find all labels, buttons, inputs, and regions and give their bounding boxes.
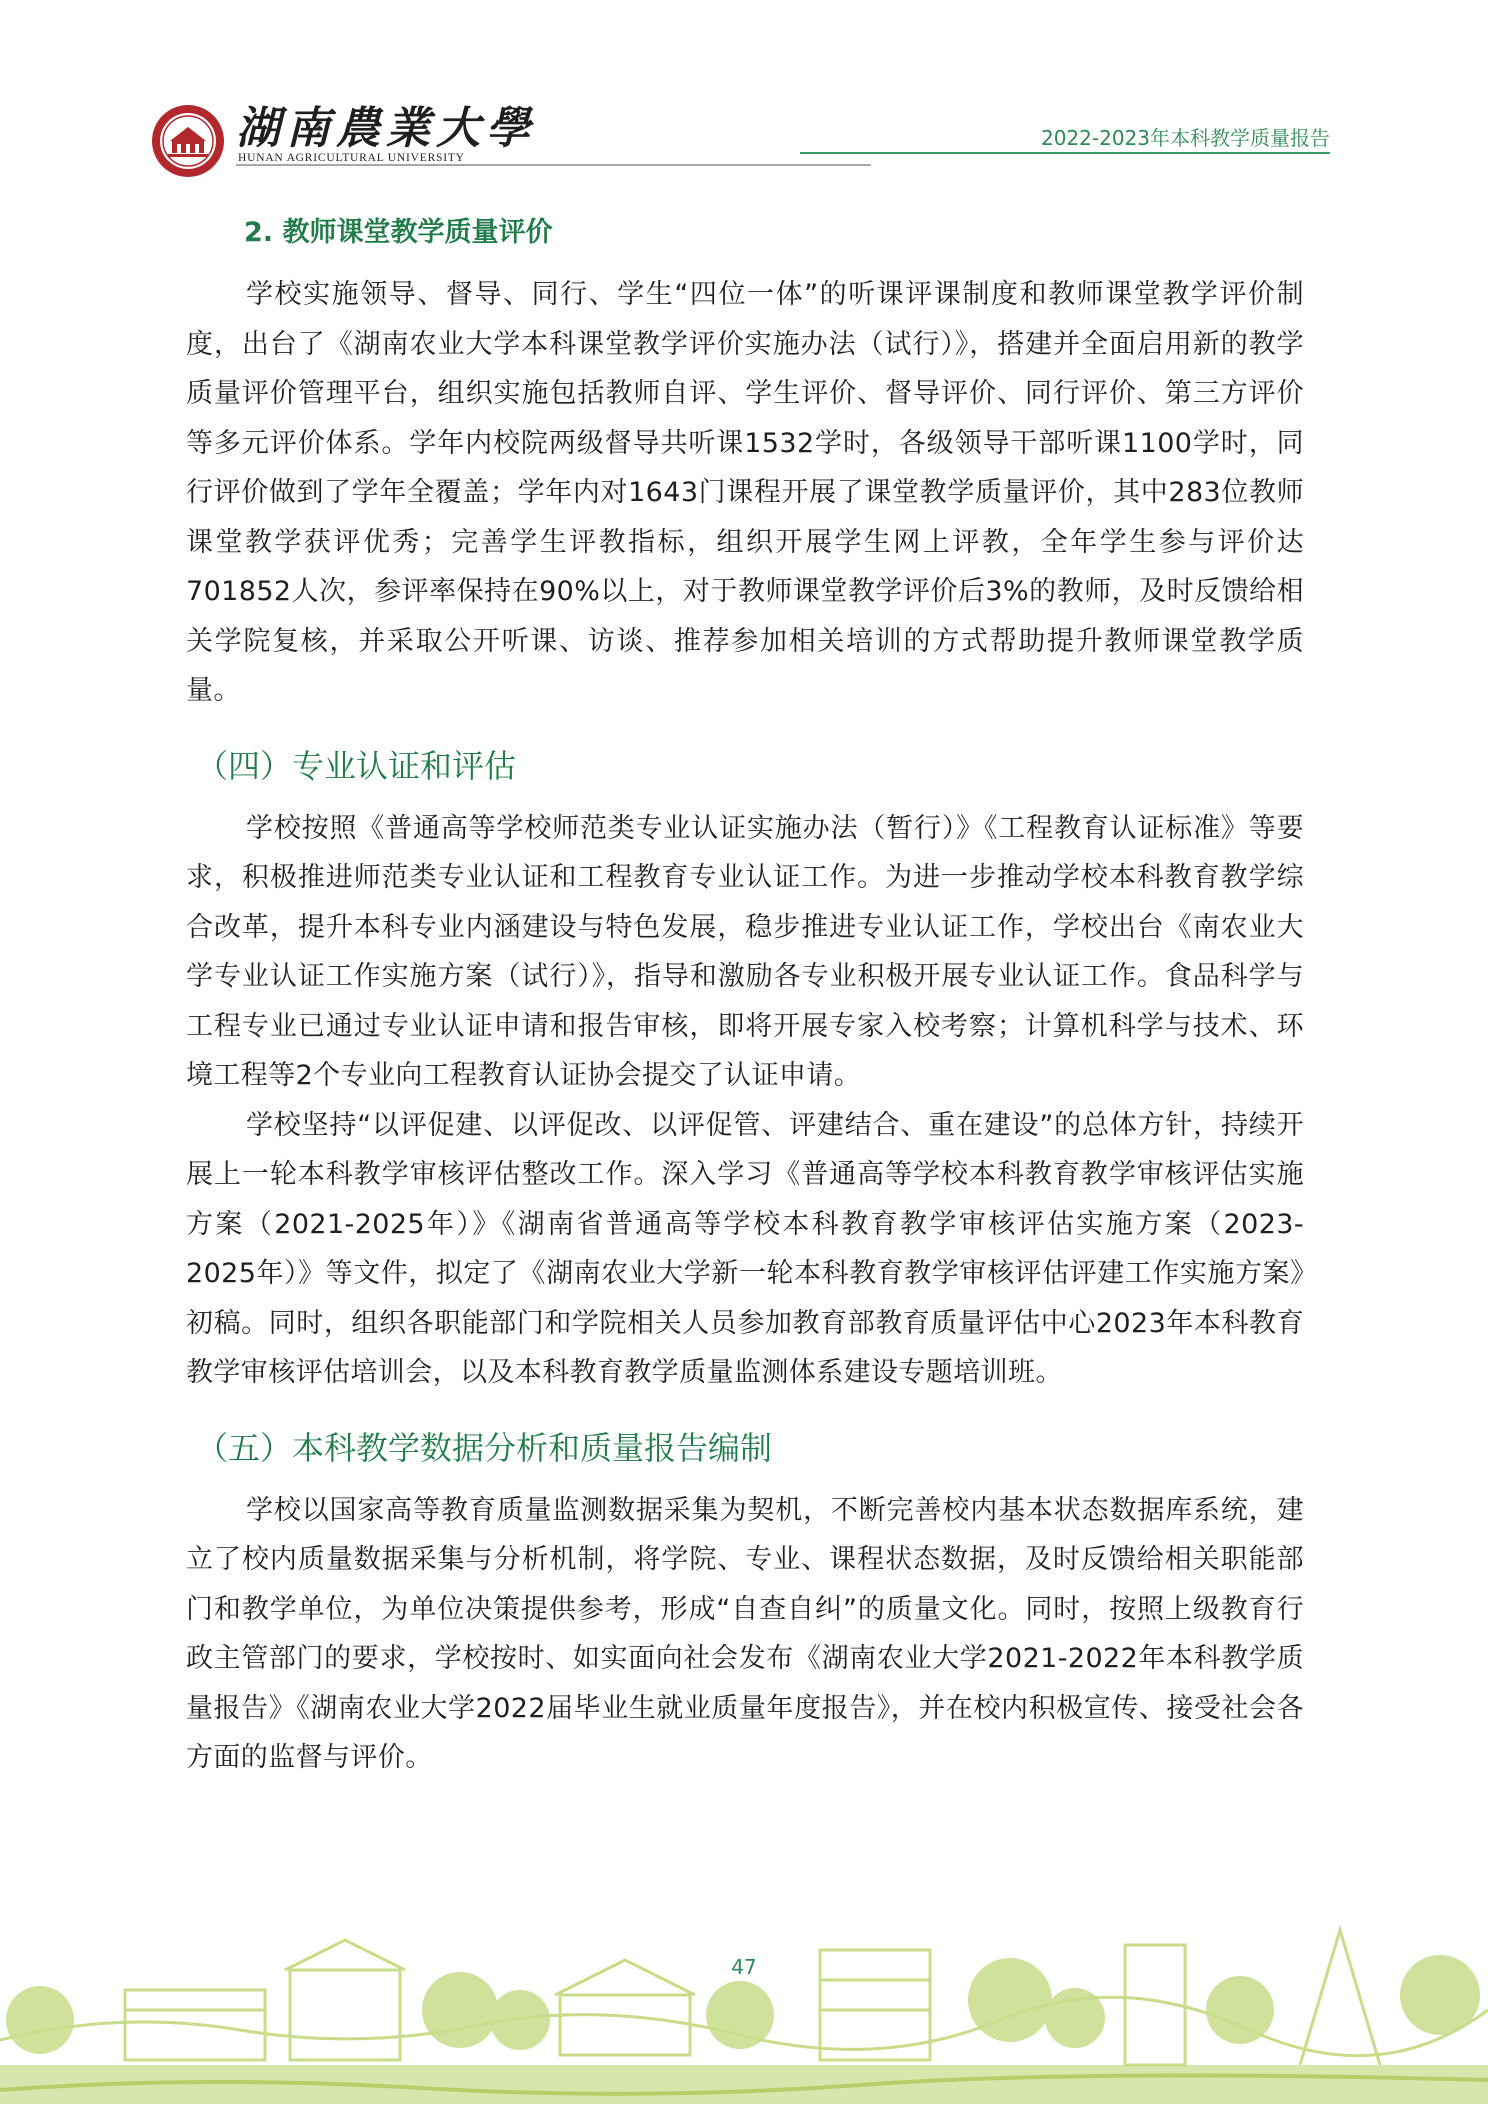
header-rule-green (800, 152, 1330, 154)
paragraph: 学校以国家高等教育质量监测数据采集为契机，不断完善校内基本状态数据库系统，建立了校内质量数据采集与分析机制，将学院、专业、课程状态数据，及时反馈给相关职能部门和教学单位，为单位决策提供参考，形成“自查自纠”的质量文化。同时，按照上级教育行政主管部门的要求，学校按时、如实面向社会发布《湖南农业大学2021-2022年本科教学质量报告》《湖南农业大学2022届毕业生就业质量年度报告》，并在校内积极宣传、接受社会各方面的监督与评价。 (186, 1494, 1304, 1773)
paragraph: 学校坚持“以评促建、以评促改、以评促管、评建结合、重在建设”的总体方针，持续开展上一轮本科教学审核评估整改工作。深入学习《普通高等学校本科教育教学审核评估实施方案（2021-2025年）》《湖南省普通高等学校本科教育教学审核评估实施方案（2023-2025年）》等文件，拟定了《湖南农业大学新一轮本科教育教学审核评估评建工作实施方案》初稿。同时，组织各职能部门和学院相关人员参加教育部教育质量评估中心2023年本科教育教学审核评估培训会，以及本科教育教学质量监测体系建设专题培训班。 (186, 1109, 1304, 1388)
paragraph: 学校按照《普通高等学校师范类专业认证实施办法（暂行）》《工程教育认证标准》等要求，积极推进师范类专业认证和工程教育专业认证工作。为进一步推动学校本科教育教学综合改革，提升本科专业内涵建设与特色发展，稳步推进专业认证工作，学校出台《南农业大学专业认证工作实施方案（试行）》，指导和激励各专业积极开展专业认证工作。食品科学与工程专业已通过专业认证申请和报告审核，即将开展专家入校考察；计算机科学与技术、环境工程等2个专业向工程教育认证协会提交了认证申请。 (186, 812, 1304, 1091)
header-rule-gray (236, 164, 871, 166)
section-heading-certification: （四）专业认证和评估 (196, 746, 517, 785)
section-heading-data-analysis: （五）本科教学数据分析和质量报告编制 (196, 1428, 773, 1467)
university-english-name: HUNAN AGRICULTURAL UNIVERSITY (238, 152, 465, 164)
paragraph: 学校实施领导、督导、同行、学生“四位一体”的听课评课制度和教师课堂教学评价制度，出台了《湖南农业大学本科课堂教学评价实施办法（试行）》，搭建并全面启用新的教学质量评价管理平台，组织实施包括教师自评、学生评价、督导评价、同行评价、第三方评价等多元评价体系。学年内校院两级督导共听课1532学时，各级领导干部听课1100学时，同行评价做到了学年全覆盖；学年内对1643门课程开展了课堂教学质量评价，其中283位教师课堂教学获评优秀；完善学生评教指标，组织开展学生网上评教，全年学生参与评价达701852人次，参评率保持在90%以上，对于教师课堂教学评价后3%的教师，及时反馈给相关学院复核，并采取公开听课、访谈、推荐参加相关培训的方式帮助提升教师课堂教学质量。 (186, 279, 1304, 706)
university-seal-icon (150, 103, 226, 179)
subsection-heading-teacher-evaluation: 2. 教师课堂教学质量评价 (244, 217, 553, 248)
page-content (186, 200, 1304, 1783)
campus-illustration-footer (0, 1900, 1488, 2104)
university-wordmark: 湖南農業大學 (236, 103, 536, 154)
page-number: 47 (731, 1955, 757, 1979)
report-title: 2022-2023年本科教学质量报告 (1040, 126, 1330, 150)
page-header (0, 0, 1488, 175)
